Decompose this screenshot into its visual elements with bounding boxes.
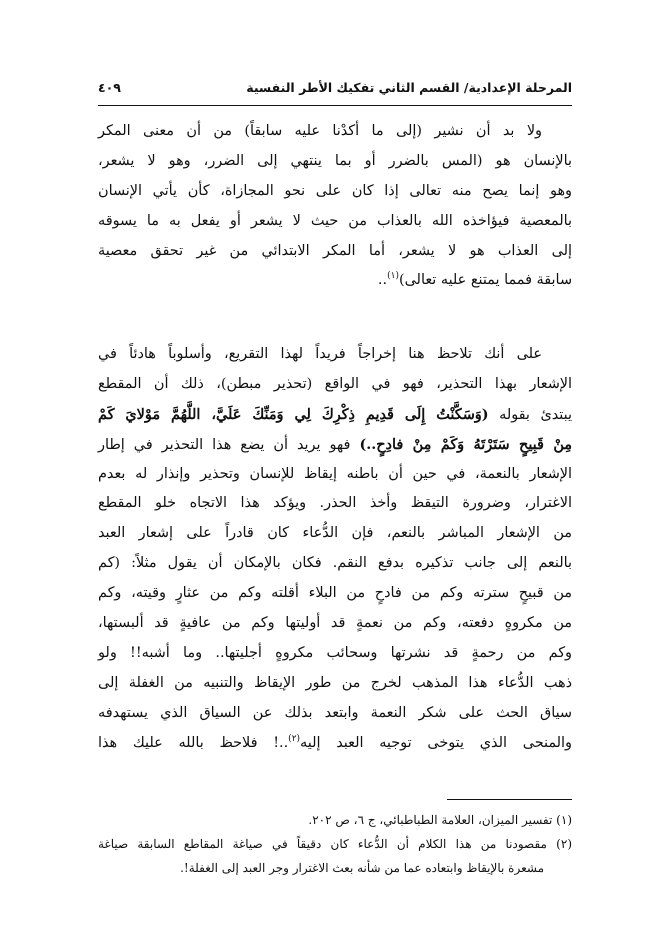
running-title: المرحلة الإعدادية/ القسم الثاني تفكيك الأطر النفسية [246, 79, 572, 95]
footnote-number: (١) [556, 813, 572, 827]
text-line [98, 400, 572, 430]
text-line: وهو إنما يصح منه تعالى إذا كان على نحو المجازاة، كأن يأتي الإنسان [98, 182, 572, 199]
text-line [98, 266, 572, 296]
quoted-supplication: مِنْ قَبِيحٍ سَتَرْتَهُ وَكَمْ مِنْ فادِحٍ..) [359, 435, 572, 453]
paragraph-2 [98, 340, 572, 758]
footnote-2 [98, 832, 572, 856]
text-line [98, 430, 572, 460]
line-text: .. [377, 272, 388, 289]
footnote-text: تفسير الميزان، العلامة الطباطبائي، ج ٦، ص ٢٠٢. [308, 813, 553, 827]
text-line [98, 729, 572, 759]
text-line: سياق الحث على شكر النعمة وابتعد بذلك عن السياق الذي يستهدفه [98, 704, 572, 721]
text-line: بالإنسان هو (المس بالضرر أو بما ينتهي إلى الضرر، وهو لا يشعر، [98, 152, 572, 169]
footnotes [98, 808, 572, 880]
page-number: ٤٠٩ [98, 79, 121, 95]
text-line: من مكروهٍ دفعته، وكم من نعمةٍ قد أوليتها وكم من عافيةٍ قد ألبستها، [98, 615, 572, 632]
footnote-separator [447, 799, 572, 800]
quoted-supplication: (وَسَكَّنْتُ إِلَى قَدِيمِ ذِكْرِكَ لِي وَمَنِّكَ عَلَيَّ، اللَّهُمَّ مَوْلايَ كَمْ [98, 405, 489, 423]
running-header [98, 70, 572, 104]
text-line: الاغترار، وضرورة التيقظ وأخذ الحذر. ويؤكد هذا الاتجاه خلو المقطع [98, 495, 572, 512]
footnote-1 [98, 808, 572, 832]
text-line: الإشعار بالنعمة، في حين أن باطنه إيقاظ للإنسان وتحذير وإنذار له بعدم [98, 465, 572, 482]
footnote-2-continuation: مشعرة بالإيقاظ وابتعاده عما من شأنه بعث الاغترار وجر العبد إلى الغفلة!. [180, 861, 544, 875]
text-line: ذهب الدُّعاء هذا المذهب لخرج من طور الإيقاظ والتنبيه من الغفلة إلى [98, 674, 572, 691]
header-rule [98, 105, 572, 106]
paragraph-1 [98, 117, 572, 296]
text-line: ولا بد أن نشير (إلى ما أكدْنا عليه سابقاً) من أن معنى المكر [98, 123, 542, 139]
footnote-number: (٢) [556, 837, 572, 851]
line-text: فهو يريد أن يضع هذا التحذير في إطار [98, 436, 360, 453]
line-text: ..! فلاحظ بالله عليك هذا [98, 734, 289, 751]
footnote-reference-2: (٢) [288, 733, 301, 744]
line-text: والمنحى الذي يتوخى توجيه العبد إليه [300, 734, 573, 751]
text-line: وكم من رحمةٍ قد نشرتها وسحائب مكروهٍ أجليتها.. وما أشبه!! ولو [98, 644, 572, 661]
text-line: بالمعصية فيؤاخذه الله بالعذاب من حيث لا يشعر أو يفعل به ما يسوقه [98, 212, 572, 229]
text-line: إلى العذاب هو لا يشعر، أما المكر الابتدائي من غير تحقق معصية [98, 242, 572, 259]
text-line: من الإشعار المباشر بالنعم، فإن الدُّعاء كان قادراً على إشعار العبد [98, 525, 572, 542]
text-line: بالنعم إلى جانب تذكيره بدفع النقم. فكان بالإمكان أن يقول مثلاً: (كم [98, 555, 572, 572]
line-text: سابقة فمما يمتنع عليه تعالى) [398, 272, 572, 289]
text-line: من قبيحٍ سترته وكم من فادحٍ من البلاء أقلته وكم من عثارٍ وقيته، وكم [98, 585, 572, 602]
text-line: الإشعار بهذا التحذير، فهو في الواقع (تحذير مبطن)، ذلك أن المقطع [98, 375, 572, 392]
line-text: يبتدئ بقوله [488, 406, 572, 423]
text-line: على أنك تلاحظ هنا إخراجاً فريداً لهذا التقريع، وأسلوباً هادئاً في [98, 346, 542, 362]
footnote-reference-1: (١) [387, 271, 399, 282]
footnote-text: مقصودنا من هذا الكلام أن الدُّعاء كان دقيقاً في صياغة المقاطع السابقة صياغة [98, 837, 547, 851]
